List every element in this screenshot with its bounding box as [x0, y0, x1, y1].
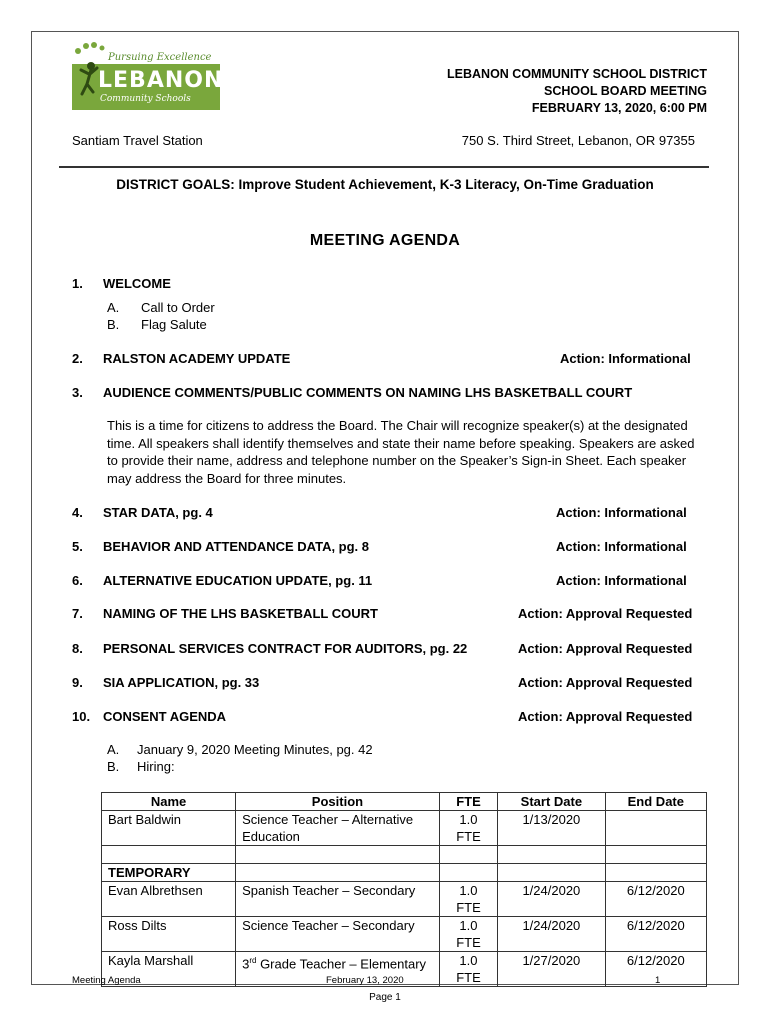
table-row: [102, 882, 707, 917]
sub-text: Call to Order: [141, 300, 215, 315]
item-label: STAR DATA, pg. 4: [103, 505, 213, 520]
page-title: MEETING AGENDA: [309, 232, 461, 249]
item-label: PERSONAL SERVICES CONTRACT FOR AUDITORS, pg. 22: [103, 641, 468, 656]
item-label: SIA APPLICATION, pg. 33: [103, 675, 260, 690]
cell-start: 1/24/2020: [498, 917, 605, 952]
item-action: Action: Approval Requested: [518, 641, 693, 656]
cell-start: [498, 864, 605, 882]
footer-page-number: 1: [655, 975, 661, 986]
hiring-table: [101, 792, 707, 987]
item-number: 9.: [72, 675, 83, 690]
table-row: [102, 864, 707, 882]
position-rest: Grade Teacher – Elementary: [256, 956, 427, 972]
cell-name: Bart Baldwin: [102, 811, 236, 846]
meeting-header: [447, 66, 707, 117]
cell-name: TEMPORARY: [102, 864, 236, 882]
col-end-date: End Date: [605, 793, 706, 811]
item-action: Action: Informational: [556, 573, 687, 588]
header-date: FEBRUARY 13, 2020, 6:00 PM: [531, 101, 707, 115]
item-label: WELCOME: [103, 276, 171, 291]
item-action: Action: Informational: [556, 505, 687, 520]
col-start-date: Start Date: [498, 793, 605, 811]
item-number: 4.: [72, 505, 83, 520]
cell-name: [102, 846, 236, 864]
item-number: 8.: [72, 641, 83, 656]
header-meeting: SCHOOL BOARD MEETING: [544, 84, 707, 98]
venue: Santiam Travel Station: [72, 133, 203, 148]
cell-position: Science Teacher – Secondary: [236, 917, 440, 952]
sub-letter: B.: [107, 317, 120, 332]
item-action: Action: Approval Requested: [518, 709, 693, 724]
position-superscript: rd: [249, 956, 257, 965]
cell-end: [605, 846, 706, 864]
item-label: RALSTON ACADEMY UPDATE: [103, 351, 291, 366]
cell-fte: 1.0 FTE: [439, 811, 497, 846]
footer-title: Meeting Agenda: [72, 975, 141, 986]
cell-end: 6/12/2020: [605, 952, 706, 987]
item-number: 1.: [72, 276, 83, 291]
sub-text: January 9, 2020 Meeting Minutes, pg. 42: [137, 742, 373, 757]
table-header-row: [102, 793, 707, 811]
sub-text: Flag Salute: [141, 317, 207, 332]
header-district: LEBANON COMMUNITY SCHOOL DISTRICT: [447, 67, 707, 81]
item-action: Action: Informational: [560, 351, 691, 366]
item-number: 10.: [72, 709, 91, 724]
item-number: 7.: [72, 606, 83, 621]
table-row: [102, 811, 707, 846]
table-row: [102, 917, 707, 952]
cell-end: 6/12/2020: [605, 917, 706, 952]
item-label: NAMING OF THE LHS BASKETBALL COURT: [103, 606, 378, 621]
item-number: 5.: [72, 539, 83, 554]
cell-start: 1/24/2020: [498, 882, 605, 917]
sub-letter: A.: [107, 300, 120, 315]
logo-name: LEBANON: [98, 68, 224, 93]
address: 750 S. Third Street, Lebanon, OR 97355: [461, 133, 695, 148]
public-comment-text: This is a time for citizens to address the Board. The Chair will recognize speaker(s) at the designated time. All speakers shall identify themselves and state their name before speaking. Speakers are asked to provide their name, address and telephone number on the Speaker’s Sign-in Sheet. Each speaker may address the Board for three minutes.: [107, 418, 695, 486]
cell-fte: 1.0 FTE: [439, 952, 497, 987]
item-label: ALTERNATIVE EDUCATION UPDATE, pg. 11: [103, 573, 373, 588]
item-number: 2.: [72, 351, 83, 366]
cell-position: Spanish Teacher – Secondary: [236, 882, 440, 917]
page-label: Page 1: [369, 992, 401, 1003]
item-label: BEHAVIOR AND ATTENDANCE DATA, pg. 8: [103, 539, 370, 554]
col-name: Name: [102, 793, 236, 811]
sub-letter: A.: [107, 742, 120, 757]
district-logo: [72, 42, 222, 112]
logo-tagline: Pursuing Excellence: [108, 52, 212, 63]
col-position: Position: [236, 793, 440, 811]
item-number: 6.: [72, 573, 83, 588]
cell-start: [498, 846, 605, 864]
table-row: [102, 846, 707, 864]
cell-start: 1/27/2020: [498, 952, 605, 987]
item-label: CONSENT AGENDA: [103, 709, 227, 724]
table-row: [102, 952, 707, 987]
item-label: AUDIENCE COMMENTS/PUBLIC COMMENTS ON NAMING LHS BASKETBALL COURT: [103, 385, 633, 400]
cell-end: 6/12/2020: [605, 882, 706, 917]
item-number: 3.: [72, 385, 83, 400]
cell-fte: [439, 864, 497, 882]
divider: [59, 166, 709, 168]
logo-subtitle: Community Schools: [100, 94, 191, 104]
cell-position: Science Teacher – Alternative Education: [236, 811, 440, 846]
cell-position: [236, 846, 440, 864]
cell-fte: [439, 846, 497, 864]
runner-figure-icon: [78, 56, 100, 96]
cell-position: [236, 864, 440, 882]
sub-letter: B.: [107, 759, 120, 774]
cell-end: [605, 864, 706, 882]
position-prefix: 3: [242, 956, 250, 972]
cell-name: Ross Dilts: [102, 917, 236, 952]
item-action: Action: Informational: [556, 539, 687, 554]
cell-end: [605, 811, 706, 846]
cell-fte: 1.0 FTE: [439, 882, 497, 917]
cell-name: Kayla Marshall: [102, 952, 236, 987]
cell-start: 1/13/2020: [498, 811, 605, 846]
col-fte: FTE: [439, 793, 497, 811]
footer-date: February 13, 2020: [326, 975, 404, 986]
item-action: Action: Approval Requested: [518, 675, 693, 690]
cell-fte: 1.0 FTE: [439, 917, 497, 952]
sub-text: Hiring:: [137, 759, 175, 774]
district-goals: DISTRICT GOALS: Improve Student Achievement, K-3 Literacy, On-Time Graduation: [116, 177, 654, 192]
cell-name: Evan Albrethsen: [102, 882, 236, 917]
item-action: Action: Approval Requested: [518, 606, 693, 621]
